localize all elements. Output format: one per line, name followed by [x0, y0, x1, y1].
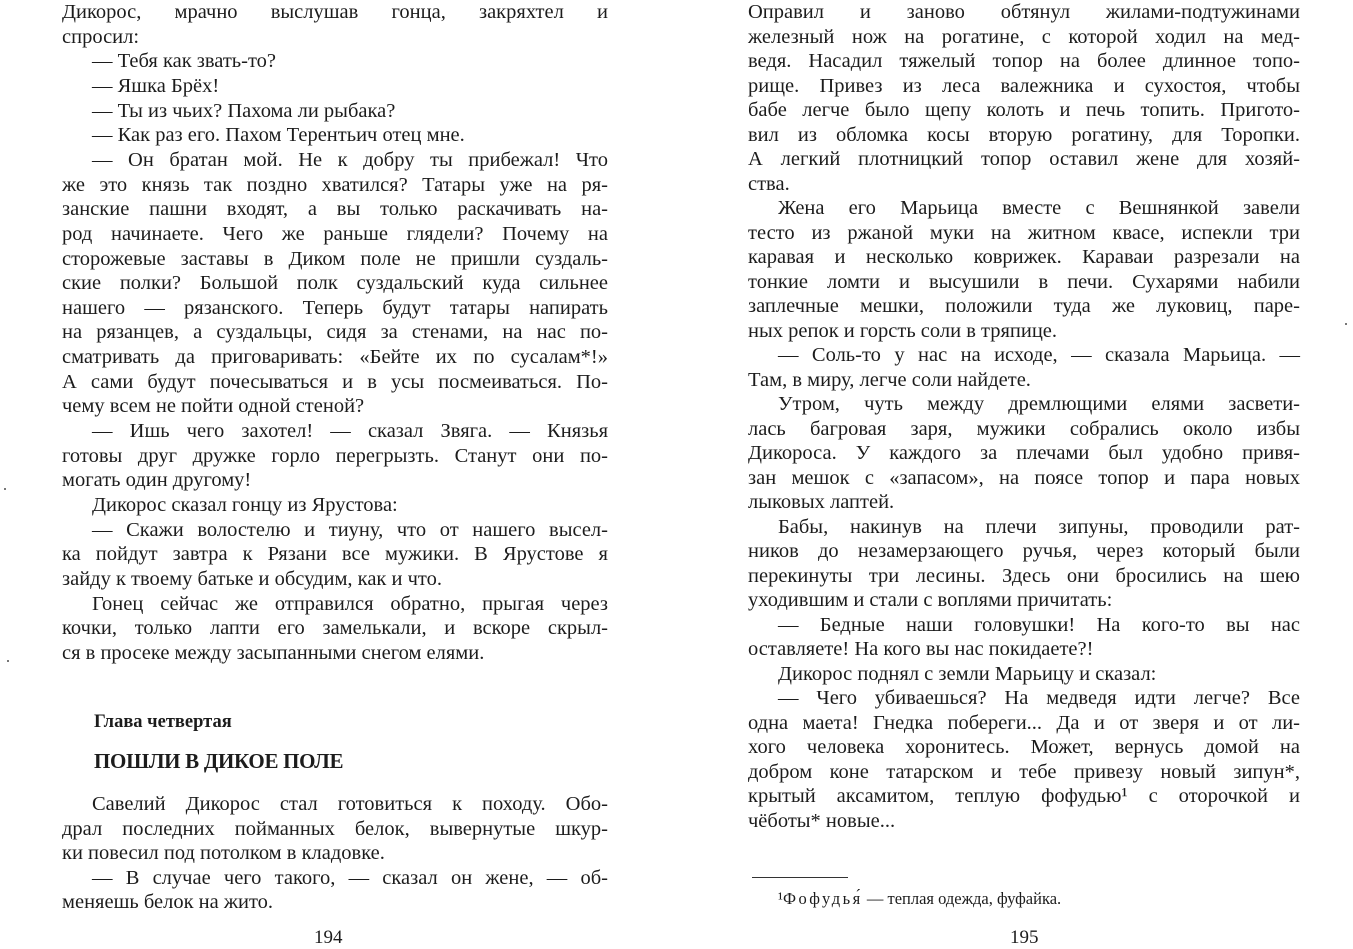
text-line: Оправил и заново обтянул жилами-подтужинами	[748, 1, 1300, 23]
text-line: — Он братан мой. Не к добру ты прибежал! Что	[92, 148, 608, 171]
text-line: рище. Привез из леса валежника и сухостоя, чтобы	[748, 74, 1300, 97]
text-line: Там, в миру, легче соли найдете.	[748, 368, 1031, 391]
text-line: Дикорос сказал гонцу из Ярустова:	[92, 494, 398, 516]
text-line: Дикороса. У каждого за плечами был удобно привя-	[748, 442, 1300, 464]
text-line: род начинаете. Чего же раньше глядели? Почему на	[62, 222, 608, 245]
text-line: лась багровая заря, мужики собрались около избы	[748, 417, 1300, 440]
text-line: — Чего убиваешься? На медведя идти легче? Все	[778, 687, 1300, 709]
text-line: же это князь так поздно хватился? Татары уже на ря-	[62, 173, 608, 196]
text-line: чёботы* новые...	[748, 809, 896, 832]
text-line: Жена его Марьица вместе с Вешнянкой завели	[778, 197, 1300, 219]
text-line: перекинуты три лесины. Здесь они бросились на шею	[748, 564, 1300, 587]
margin-speck	[7, 660, 9, 662]
left-page	[62, 0, 608, 946]
text-line: крытый аксамитом, теплую фофудью¹ с оторочкой и	[748, 785, 1300, 807]
text-line: могать один другому!	[62, 469, 252, 492]
text-line: ся в просеке между засыпанными снегом елями.	[62, 641, 485, 664]
text-line: — Соль-то у нас на исходе, — сказала Марьица. —	[778, 344, 1300, 366]
text-line: уходившим и стали с воплями причитать:	[748, 589, 1113, 611]
text-line: — Тебя как звать-то?	[92, 50, 277, 73]
text-line: занские пашни входят, а вы только раскачивать на-	[62, 198, 608, 221]
text-line: бабе легче было щепу колоть и печь топить. Пригото-	[748, 99, 1300, 121]
page-number: 194	[314, 927, 343, 948]
chapter-label: Глава четвертая	[94, 712, 232, 732]
text-line: добром коне татарском и тебе привезу новый зипун*,	[748, 760, 1300, 783]
footnote	[778, 888, 1061, 910]
text-line: каравая и несколько коврижек. Караваи разрезали на	[748, 246, 1300, 268]
text-line: чему всем не пойти одной стеной?	[62, 395, 365, 418]
text-line: — Ты из чьих? Пахома ли рыбака?	[92, 99, 396, 122]
margin-speck	[4, 488, 6, 490]
text-line: — Как раз его. Пахом Терентьич отец мне.	[92, 124, 465, 147]
text-line: тонкие ломти и высушили в печи. Сухарями набили	[748, 270, 1300, 293]
text-line: — Яшка Брёх!	[92, 74, 220, 97]
footnote-rule	[752, 877, 848, 878]
text-line: Дикорос, мрачно выслушав гонца, закряхтел и	[62, 1, 608, 23]
text-line: Савелий Дикорос стал готовиться к походу. Обо-	[92, 793, 608, 815]
text-line: ка пойдут завтра к Рязани все мужики. В Ярустове я	[62, 543, 608, 566]
text-line: оставляете! На кого вы нас покидаете?!	[748, 638, 1094, 660]
text-line: зан мешок с «запасом», на поясе топор и пара новых	[748, 466, 1300, 489]
text-line: — Бедные наши головушки! На кого-то вы нас	[778, 613, 1300, 636]
text-line: ства.	[748, 172, 790, 195]
text-line: железный нож на рогатине, с которой ходил на мед-	[748, 25, 1300, 48]
text-line: хого человека хоронитесь. Может, вернусь домой на	[748, 736, 1300, 758]
text-line: сматривать да приговаривать: «Бейте их по сусалам*!»	[62, 346, 608, 369]
text-line: Утром, чуть между дремлющими елями засвети-	[778, 393, 1300, 415]
text-line: Бабы, накинув на плечи зипуны, проводили рат-	[778, 515, 1300, 538]
text-line: лыковых лаптей.	[748, 491, 895, 513]
text-line: — Ишь чего захотел! — сказал Звяга. — Князья	[92, 420, 608, 443]
text-line: зайду к твоему батьке и обсудим, как и что.	[62, 567, 442, 590]
text-line: ки повесил под потолком в кладовке.	[62, 842, 385, 864]
text-line: ведя. Насадил тяжелый топор на более длинное топо-	[748, 50, 1300, 72]
margin-speck	[1345, 323, 1347, 325]
text-line: кочки, только лапти его замелькали, и вскоре скрыл-	[62, 617, 608, 640]
text-line: ных репок и горсть соли в тряпице.	[748, 319, 1058, 342]
text-line: — Скажи волостелю и тиуну, что от нашего высел-	[92, 518, 608, 541]
footnote-text: — теплая одежда, фуфайка.	[862, 889, 1062, 908]
chapter-title: ПОШЛИ В ДИКОЕ ПОЛЕ	[94, 749, 344, 773]
text-line: на рязанцев, а суздальцы, сидя за стенами, на нас по-	[62, 321, 608, 344]
text-line: заплечные мешки, положили туда же луковиц, паре-	[748, 295, 1300, 317]
page-number: 195	[1010, 927, 1039, 948]
text-line: Дикорос поднял с земли Марьицу и сказал:	[778, 662, 1157, 685]
right-page	[748, 0, 1300, 946]
text-line: драл последних пойманных белок, вывернутые шкур-	[62, 817, 608, 840]
footnote-marker: ¹	[778, 889, 783, 908]
text-line: одна маета! Гнедка побереги... Да и от зверя и от ли-	[748, 711, 1300, 734]
text-line: А легкий плотницкий топор оставил жене для хозяй-	[748, 148, 1300, 170]
text-line: ников до незамерзающего ручья, через который были	[748, 540, 1300, 562]
text-line: А сами будут почесываться и в усы посмеиваться. По-	[62, 370, 608, 393]
text-line: готовы друг дружке горло перегрызть. Станут они по-	[62, 444, 608, 467]
text-line: Гонец сейчас же отправился обратно, прыгая через	[92, 592, 608, 615]
text-line: тесто из ржаной муки на житном квасе, испекли три	[748, 221, 1300, 244]
text-line: — В случае чего такого, — сказал он жене, — об-	[92, 866, 608, 889]
text-line: меняешь белок на жито.	[62, 891, 274, 913]
footnote-term: Фофудья́	[782, 889, 863, 908]
text-line: сторожевые заставы в Диком поле не пришли суздаль-	[62, 247, 608, 270]
text-line: ские полки? Большой полк суздальский куда сильнее	[62, 272, 608, 295]
text-line: вил из обломка косы вторую рогатину, для Торопки.	[748, 123, 1300, 146]
text-line: нашего — рязанского. Теперь будут татары напирать	[62, 296, 608, 319]
text-line: спросил:	[62, 25, 140, 48]
